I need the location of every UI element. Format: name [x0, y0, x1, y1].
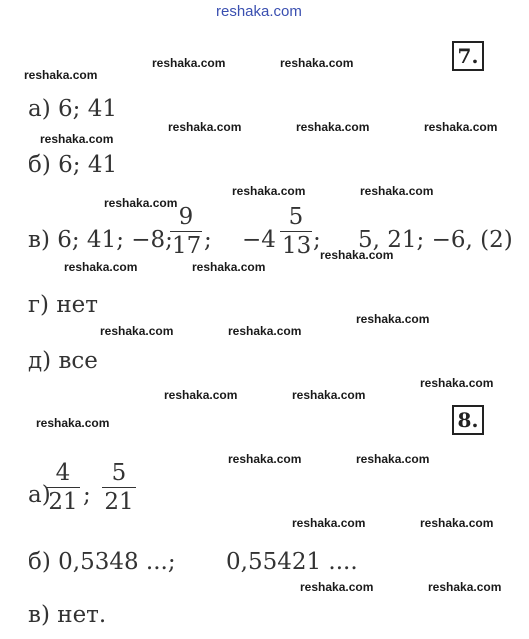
problem-8-number: 8. [452, 405, 484, 435]
watermark: reshaka.com [320, 248, 394, 262]
fraction-numerator: 4 [55, 460, 71, 486]
fraction-numerator: 5 [111, 460, 127, 486]
watermark: reshaka.com [24, 68, 98, 82]
watermark: reshaka.com [280, 56, 354, 70]
separator: ; [204, 227, 212, 253]
fraction-5-21 [102, 462, 136, 514]
watermark: reshaka.com [356, 312, 430, 326]
watermark: reshaka.com [428, 580, 502, 594]
answer-a-label: а) [28, 482, 51, 508]
watermark: reshaka.com [420, 516, 494, 530]
answer-v-suffix: 5, 21; −6, (2) [358, 227, 513, 253]
watermark: reshaka.com [64, 260, 138, 274]
watermark: reshaka.com [228, 324, 302, 338]
fraction-numerator: 5 [288, 204, 304, 230]
watermark: reshaka.com [300, 580, 374, 594]
watermark: reshaka.com [292, 388, 366, 402]
problem-7-answer-d: д) все [28, 348, 98, 374]
watermark: reshaka.com [100, 324, 174, 338]
watermark: reshaka.com [360, 184, 434, 198]
fraction-5-13 [280, 206, 312, 258]
fraction-numerator: 9 [178, 204, 194, 230]
fraction-denominator: 17 [172, 233, 202, 259]
problem-7-answer-b: б) 6; 41 [28, 152, 118, 178]
answer-b-part2: 0,55421 .... [226, 549, 358, 575]
problem-7-number: 7. [452, 41, 484, 71]
separator: ; [83, 482, 91, 508]
watermark: reshaka.com [40, 132, 114, 146]
watermark: reshaka.com [292, 516, 366, 530]
watermark: reshaka.com [104, 196, 178, 210]
problem-7-answer-g: г) нет [28, 292, 98, 318]
watermark: reshaka.com [296, 120, 370, 134]
mixed-number-whole: −4 [242, 227, 276, 253]
watermark: reshaka.com [164, 388, 238, 402]
problem-8-answer-v: в) нет. [28, 602, 107, 628]
watermark: reshaka.com [216, 3, 302, 20]
watermark: reshaka.com [424, 120, 498, 134]
watermark: reshaka.com [356, 452, 430, 466]
watermark: reshaka.com [420, 376, 494, 390]
watermark: reshaka.com [228, 452, 302, 466]
separator: ; [313, 227, 321, 253]
fraction-4-21 [46, 462, 80, 514]
watermark: reshaka.com [152, 56, 226, 70]
problem-7-answer-a: а) 6; 41 [28, 96, 117, 122]
fraction-denominator: 13 [282, 233, 312, 259]
answer-v-prefix: в) 6; 41; −8; [28, 227, 173, 253]
fraction-9-17 [170, 206, 202, 258]
watermark: reshaka.com [168, 120, 242, 134]
watermark: reshaka.com [36, 416, 110, 430]
fraction-denominator: 21 [102, 487, 136, 514]
fraction-denominator: 21 [46, 487, 80, 514]
answer-b-part1: б) 0,5348 ...; [28, 549, 176, 575]
watermark: reshaka.com [232, 184, 306, 198]
watermark: reshaka.com [192, 260, 266, 274]
